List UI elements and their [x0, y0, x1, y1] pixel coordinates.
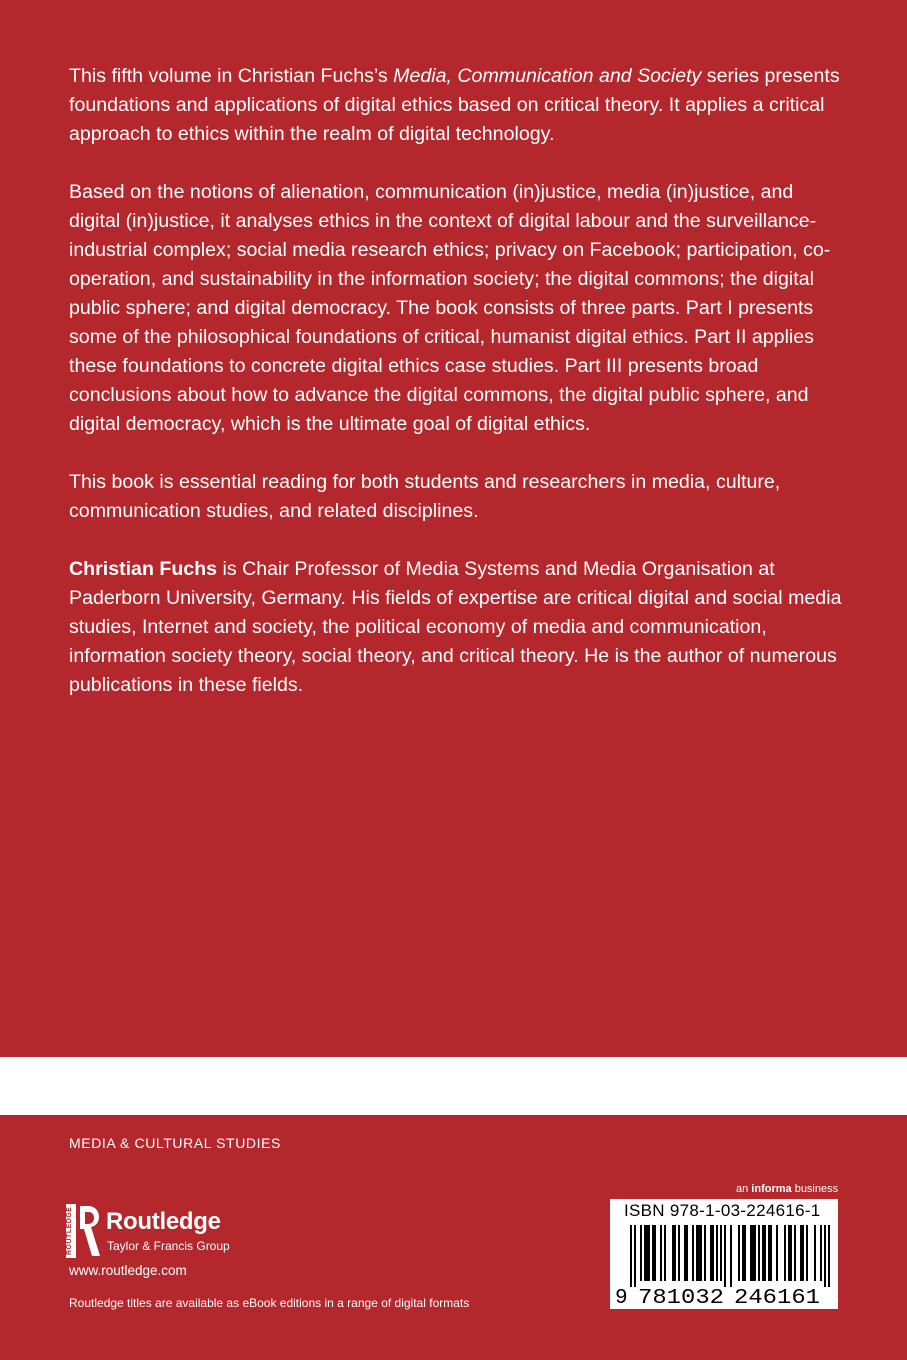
barcode-bar	[776, 1225, 778, 1281]
barcode-bar	[738, 1225, 740, 1281]
blurb-paragraph-1	[69, 62, 849, 149]
subject-category: MEDIA & CULTURAL STUDIES	[69, 1135, 281, 1151]
publisher-url[interactable]: www.routledge.com	[69, 1263, 187, 1278]
barcode-box	[610, 1199, 838, 1309]
informa-word: informa	[751, 1183, 792, 1195]
barcode-bar	[784, 1225, 786, 1281]
barcode-bar	[758, 1225, 760, 1281]
barcode-bar	[678, 1225, 680, 1281]
barcode-bar	[630, 1225, 632, 1287]
barcode-lead-digit: 9	[615, 1287, 628, 1307]
barcode-digits-group-1: 781032	[638, 1287, 724, 1307]
barcode-bar	[800, 1225, 804, 1281]
white-band	[0, 1057, 907, 1115]
barcode-bar	[684, 1225, 688, 1281]
informa-prefix: an	[736, 1183, 752, 1195]
barcode-bar	[768, 1225, 772, 1281]
blurb-p1-end: series presents foundations and applications of digital ethics based on critical theory. It applies a critical approach to ethics within the realm of digital technology.	[69, 65, 840, 145]
barcode-bar	[652, 1225, 656, 1281]
series-title: Media, Communication and Society	[393, 65, 702, 87]
barcode-bar	[724, 1225, 726, 1287]
barcode-bar	[794, 1225, 796, 1281]
barcode-bar	[696, 1225, 702, 1281]
barcode-bar	[814, 1225, 816, 1281]
barcode-bar	[660, 1225, 662, 1281]
barcode-bar	[806, 1225, 808, 1281]
barcode-bar	[640, 1225, 642, 1281]
barcode-bar	[730, 1225, 732, 1287]
author-bio-text: is Chair Professor of Media Systems and Media Organisation at Paderborn University, Germany. His fields of expertise are critical digital and social media studies, Internet and society, the political economy of media and communication, information society theory, social theory, and critical theory. He is the author of numerous publications in these fields.	[69, 558, 842, 696]
barcode-bar	[720, 1225, 722, 1281]
publisher-name: Routledge	[106, 1208, 221, 1235]
barcode-bar	[828, 1225, 830, 1287]
author-name: Christian Fuchs	[69, 558, 218, 580]
barcode-bar	[710, 1225, 714, 1281]
blurb-paragraph-3: This book is essential reading for both students and researchers in media, culture, communication studies, and related disciplines.	[69, 471, 781, 522]
barcode-bar	[762, 1225, 766, 1281]
barcode-bar	[664, 1225, 666, 1281]
barcode-bar	[716, 1225, 718, 1281]
barcode-bar	[824, 1225, 826, 1287]
barcode-digits-group-2: 246161	[734, 1287, 820, 1307]
publisher-group: Taylor & Francis Group	[107, 1239, 230, 1253]
barcode-bar	[704, 1225, 706, 1281]
logo-spine-text: ROUTLEDGE	[66, 1206, 73, 1256]
author-bio	[69, 555, 849, 700]
informa-tagline	[736, 1183, 838, 1195]
barcode-bar	[788, 1225, 792, 1281]
barcode-bar	[634, 1225, 636, 1287]
routledge-logo	[66, 1204, 266, 1260]
barcode-bar	[692, 1225, 694, 1281]
barcode-bar	[750, 1225, 756, 1281]
barcode-bar	[742, 1225, 746, 1281]
barcode-digits	[610, 1283, 838, 1307]
back-cover-blurb	[69, 62, 849, 729]
blurb-p1-start: This fifth volume in Christian Fuchs’s	[69, 65, 394, 87]
barcode-bar	[644, 1225, 650, 1281]
informa-suffix: business	[791, 1183, 839, 1195]
barcode-bar	[820, 1225, 822, 1281]
ebook-note: Routledge titles are available as eBook editions in a range of digital formats	[69, 1296, 470, 1310]
barcode-icon	[630, 1225, 830, 1287]
blurb-paragraph-2: Based on the notions of alienation, communication (in)justice, media (in)justice, and digital (in)justice, it analyses ethics in the context of digital labour and the surveillance-industrial complex; social media research ethics; privacy on Facebook; participation, co-operation, and sustainability in the information society; the digital commons; the digital public sphere; and digital democracy. The book consists of three parts. Part I presents some of the philosophical foundations of critical, humanist digital ethics. Part II applies these foundations to concrete digital ethics case studies. Part III presents broad conclusions about how to advance the digital commons, the digital public sphere, and digital democracy, which is the ultimate goal of digital ethics.	[69, 181, 831, 435]
barcode-bar	[672, 1225, 676, 1281]
isbn-label: ISBN 978-1-03-224616-1	[624, 1201, 821, 1220]
